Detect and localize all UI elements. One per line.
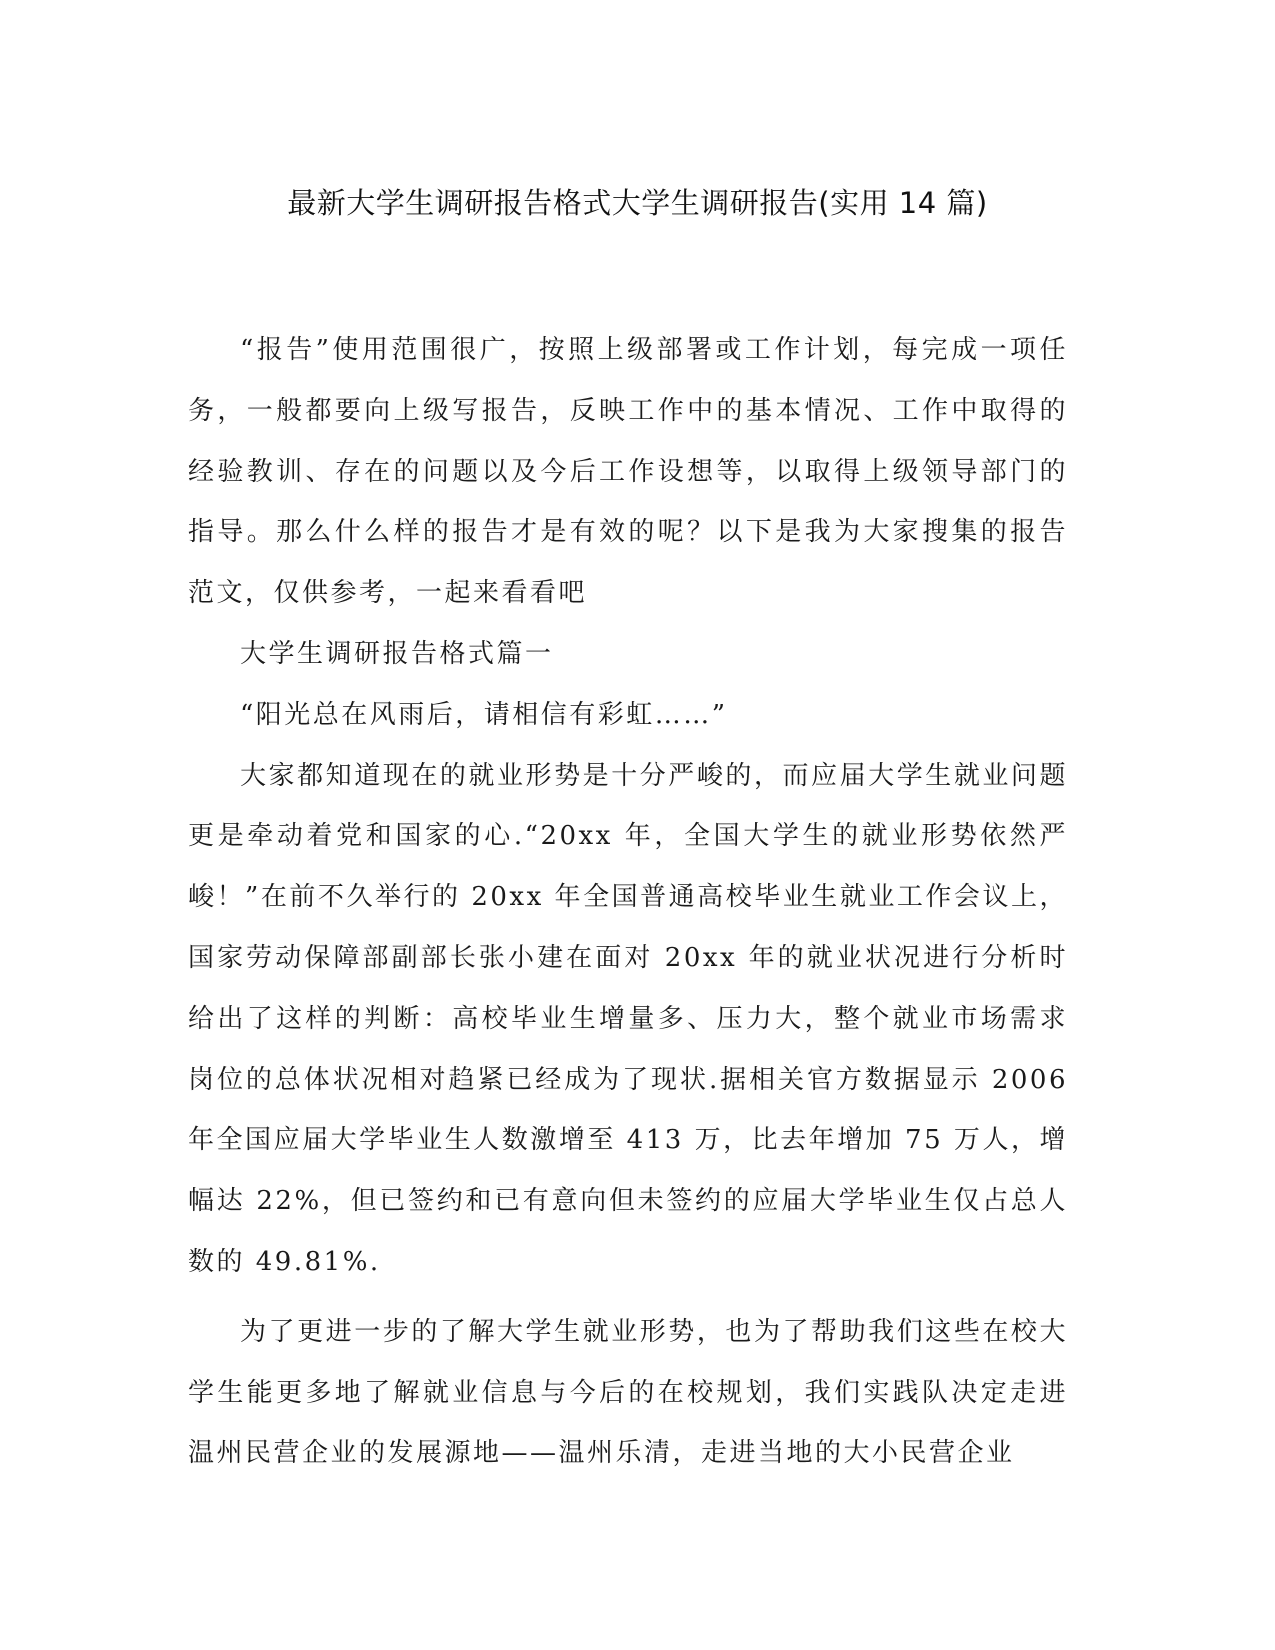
intro-paragraph: “报告”使用范围很广，按照上级部署或工作计划，每完成一项任务，一般都要向上级写报告，反映工作中的基本情况、工作中取得的经验教训、存在的问题以及今后工作设想等，以取得上级领导部门的指导。那么什么样的报告才是有效的呢？以下是我为大家搜集的报告范文，仅供参考，一起来看看吧 [188,335,1068,609]
body-paragraph: 大家都知道现在的就业形势是十分严峻的，而应届大学生就业问题更是牵动着党和国家的心.“20xx 年，全国大学生的就业形势依然严峻！”在前不久举行的 20xx 年全国普通高校毕业生就业工作会议上，国家劳动保障部副部长张小建在面对 20xx 年的就业状况进行分析时给出了这样的判断：高校毕业生增量多、压力大，整个就业市场需求岗位的总体状况相对趋紧已经成为了现状.据相关官方数据显示 2006 年全国应届大学毕业生人数激增至 413 万，比去年增加 75 万人，增幅达 22%，但已签约和已有意向但未签约的应届大学毕业生仅占总人数的 49.81%. [188,760,1068,1277]
body-paragraph: 为了更进一步的了解大学生就业形势，也为了帮助我们这些在校大学生能更多地了解就业信息与今后的在校规划，我们实践队决定走进温州民营企业的发展源地——温州乐清，走进当地的大小民营企业 [188,1316,1068,1469]
quote-paragraph: “阳光总在风雨后，请相信有彩虹……” [240,699,728,730]
document-title: 最新大学生调研报告格式大学生调研报告(实用 14 篇) [287,186,988,220]
section-heading: 大学生调研报告格式篇一 [240,638,554,669]
document-body [188,320,1068,1484]
